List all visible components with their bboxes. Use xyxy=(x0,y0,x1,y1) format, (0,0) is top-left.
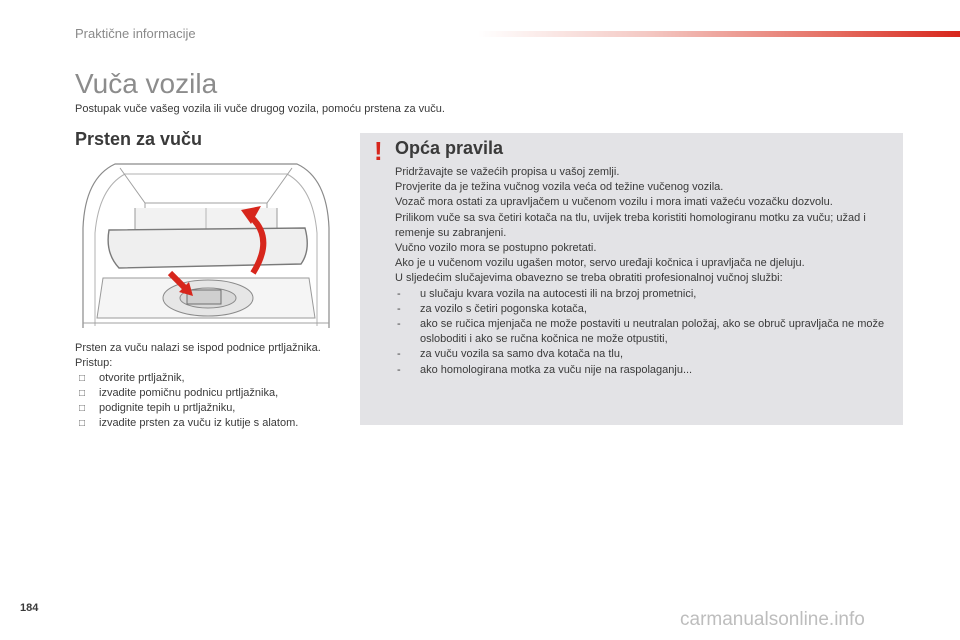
section-header: Praktične informacije xyxy=(75,26,196,41)
rule-paragraph: U sljedećim slučajevima obavezno se treba obratiti profesionalnoj vučnoj službi: xyxy=(395,272,783,285)
access-label: Pristup: xyxy=(75,357,113,369)
general-rules-box xyxy=(360,133,903,425)
checkbox-bullet-icon: □ xyxy=(79,418,86,429)
professional-towing-cases xyxy=(395,287,895,378)
general-rules-title: Opća pravila xyxy=(395,138,504,158)
page-title: Vuča vozila xyxy=(75,68,218,99)
general-rules-body xyxy=(395,165,895,378)
car-trunk-illustration xyxy=(75,158,337,333)
rule-paragraph: Pridržavajte se važećih propisa u vašoj zemlji. xyxy=(395,166,620,178)
list-item: - u slučaju kvara vozila na autocesti ili na brzoj prometnici, xyxy=(397,287,697,300)
watermark: carmanualsonline.info xyxy=(680,609,865,630)
checkbox-bullet-icon: □ xyxy=(79,388,86,399)
rule-paragraph: Vučno vozilo mora se postupno pokretati. xyxy=(395,242,597,255)
intro-text: Postupak vuče vašeg vozila ili vuče drugog vozila, pomoću prstena za vuču. xyxy=(75,103,445,115)
checkbox-bullet-icon: □ xyxy=(79,373,86,384)
list-item: - za vozilo s četiri pogonska kotača, xyxy=(397,302,587,315)
list-item: □ izvadite pomičnu podnicu prtljažnika, xyxy=(79,387,279,399)
list-item: □ otvorite prtljažnik, xyxy=(79,372,185,384)
access-steps xyxy=(75,371,337,431)
header-accent-bar xyxy=(478,31,960,37)
rule-paragraph: Provjerite da je težina vučnog vozila veća od težine vučenog vozila. xyxy=(395,181,724,194)
towing-ring-description: Prsten za vuču nalazi se ispod podnice prtljažnika. xyxy=(75,342,321,354)
page-number: 184 xyxy=(20,602,39,614)
section-heading-towing-ring: Prsten za vuču xyxy=(75,129,203,149)
list-item: □ izvadite prsten za vuču iz kutije s alatom. xyxy=(79,417,299,429)
rule-paragraph: Prilikom vuče sa sva četiri kotača na tlu, uvijek treba koristiti homologiranu motku za vuču; užad i remenje su zabranjeni. xyxy=(395,211,866,239)
list-item: - za vuču vozila sa samo dva kotača na tlu, xyxy=(397,348,623,361)
list-item: - ako se ručica mjenjača ne može postaviti u neutralan položaj, ako se obruč upravljača ne može osloboditi i ako se ručna kočnica ne može otpustiti, xyxy=(397,318,885,346)
towing-ring-instructions xyxy=(75,341,337,431)
warning-icon: ! xyxy=(374,136,383,166)
rule-paragraph: Vozač mora ostati za upravljačem u vučenom vozilu i mora imati važeću vozačku dozvolu. xyxy=(395,196,833,209)
list-item: □ podignite tepih u prtljažniku, xyxy=(79,402,236,414)
list-item: - ako homologirana motka za vuču nije na raspolaganju... xyxy=(397,363,693,376)
checkbox-bullet-icon: □ xyxy=(79,403,86,414)
rule-paragraph: Ako je u vučenom vozilu ugašen motor, servo uređaji kočnica i upravljača ne djeluju. xyxy=(395,257,805,270)
